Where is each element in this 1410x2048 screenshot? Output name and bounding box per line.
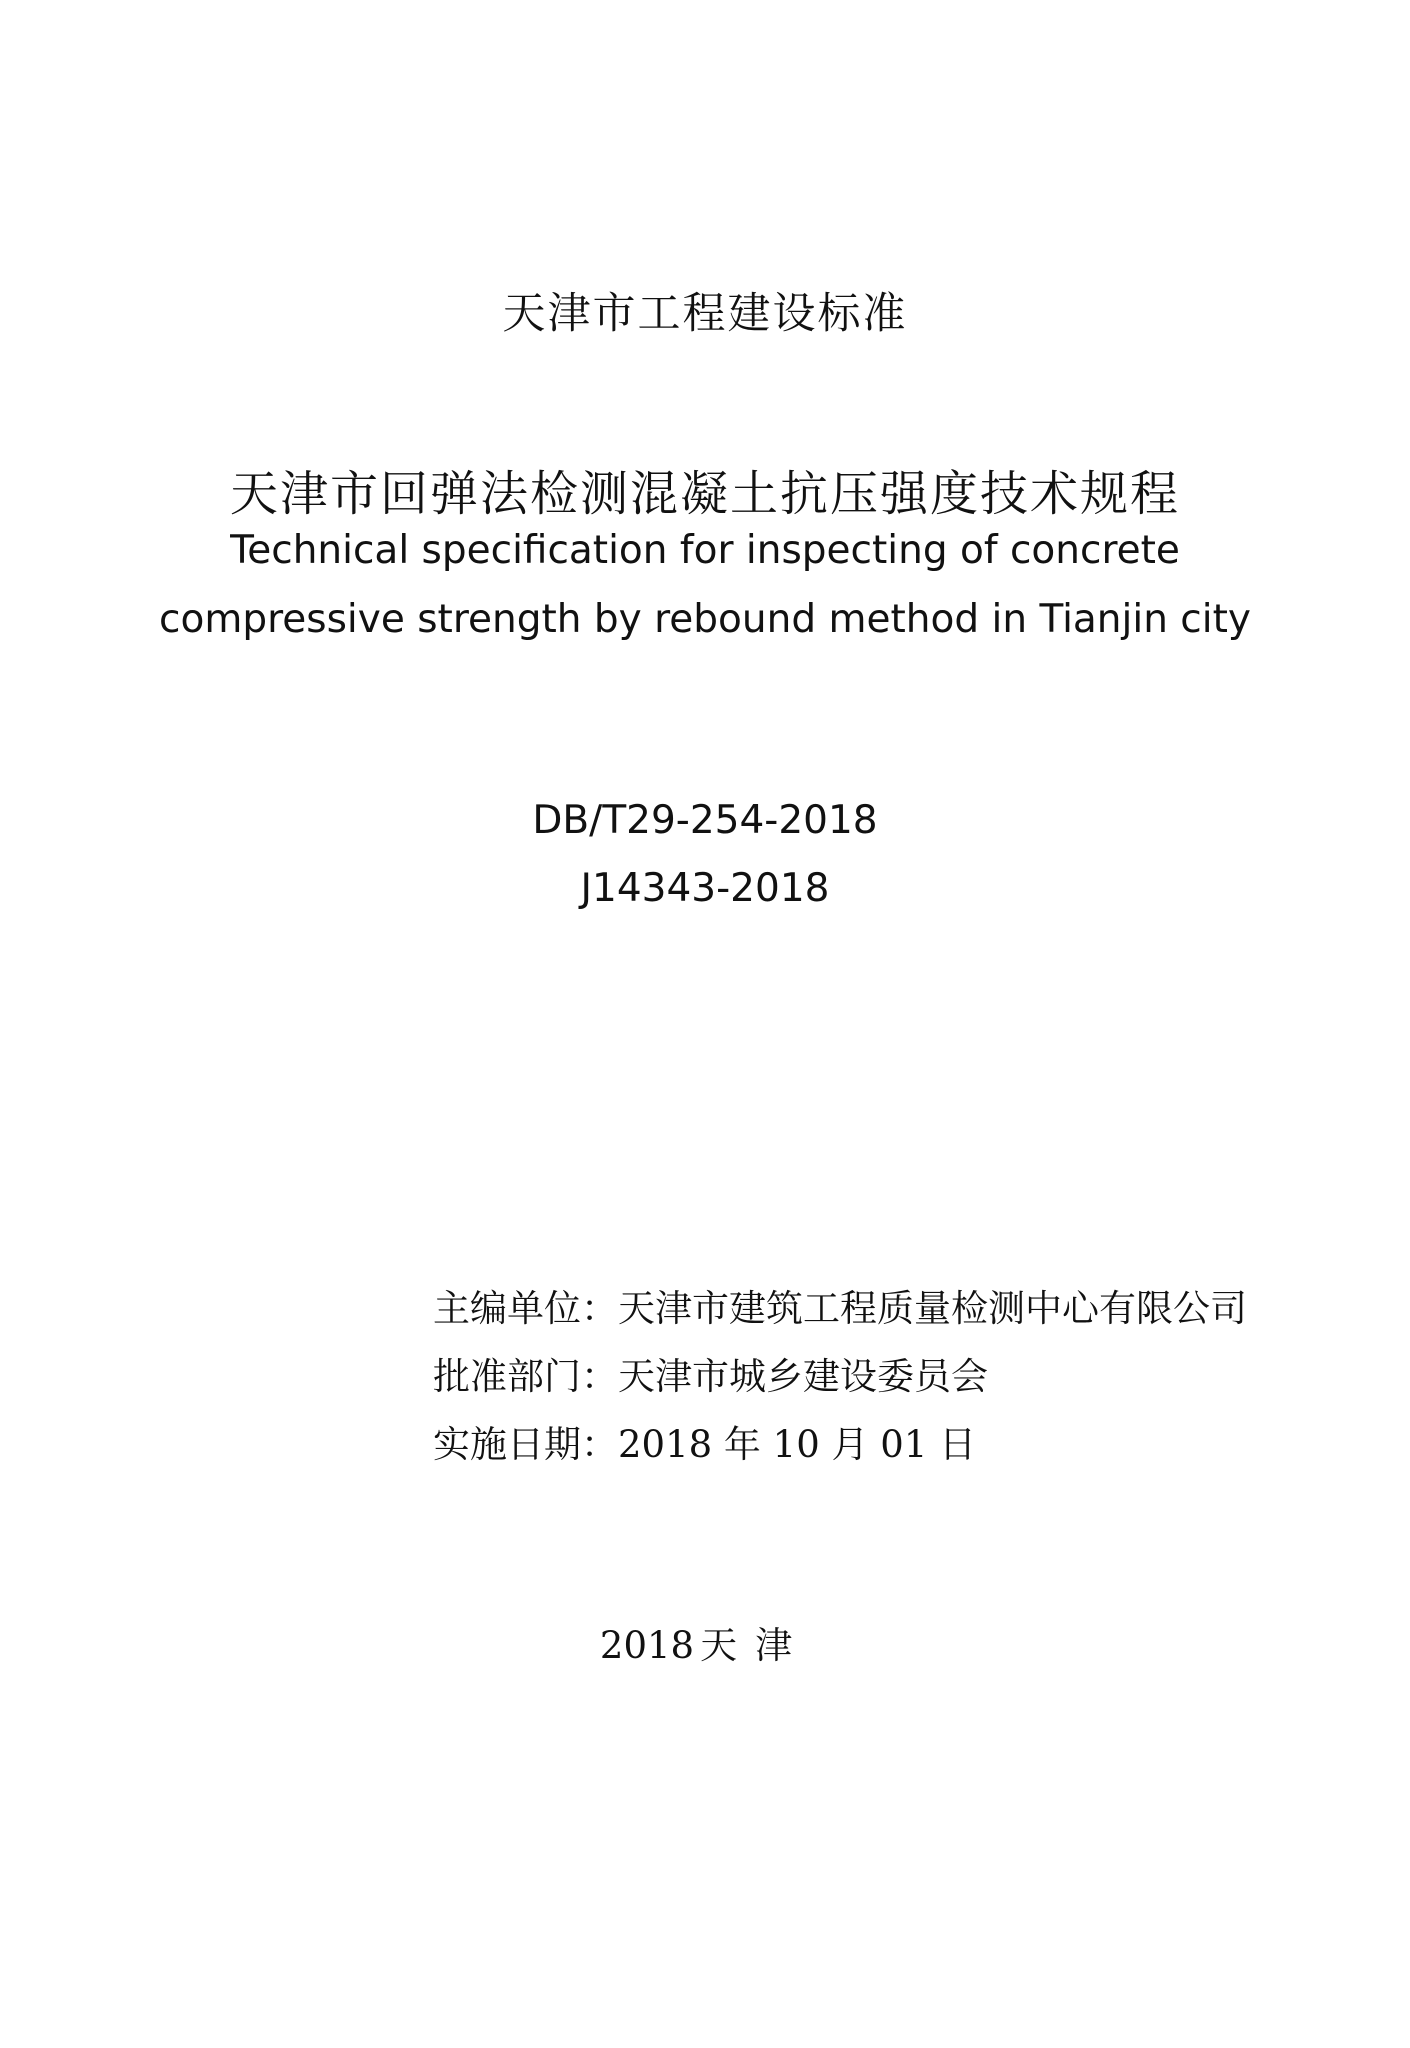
standard-title-english-line-1: Technical specification for inspecting of concrete bbox=[230, 528, 1180, 573]
editor-label: 主编单位： bbox=[433, 1287, 618, 1330]
editor-value: 天津市建筑工程质量检测中心有限公司 bbox=[618, 1287, 1247, 1330]
standard-code-db: DB/T29-254-2018 bbox=[532, 798, 878, 843]
effective-date-label: 实施日期： bbox=[433, 1423, 618, 1466]
editor-row bbox=[433, 1275, 1353, 1343]
footer-year: 2018 bbox=[599, 1624, 695, 1667]
approver-value: 天津市城乡建设委员会 bbox=[618, 1355, 988, 1398]
effective-date-row bbox=[433, 1411, 1353, 1479]
standard-title-chinese: 天津市回弹法检测混凝土抗压强度技术规程 bbox=[229, 466, 1180, 522]
publication-footer bbox=[0, 1615, 1410, 1669]
standard-code-j: J14343-2018 bbox=[580, 866, 830, 911]
publication-info bbox=[433, 1275, 1353, 1479]
approver-label: 批准部门： bbox=[433, 1355, 618, 1398]
effective-date-value: 2018 年 10 月 01 日 bbox=[618, 1423, 977, 1466]
approver-row bbox=[433, 1343, 1353, 1411]
footer-city: 天津 bbox=[700, 1624, 811, 1667]
standard-title-english-line-2: compressive strength by rebound method in Tianjin city bbox=[159, 597, 1251, 642]
series-title: 天津市工程建设标准 bbox=[502, 289, 908, 339]
